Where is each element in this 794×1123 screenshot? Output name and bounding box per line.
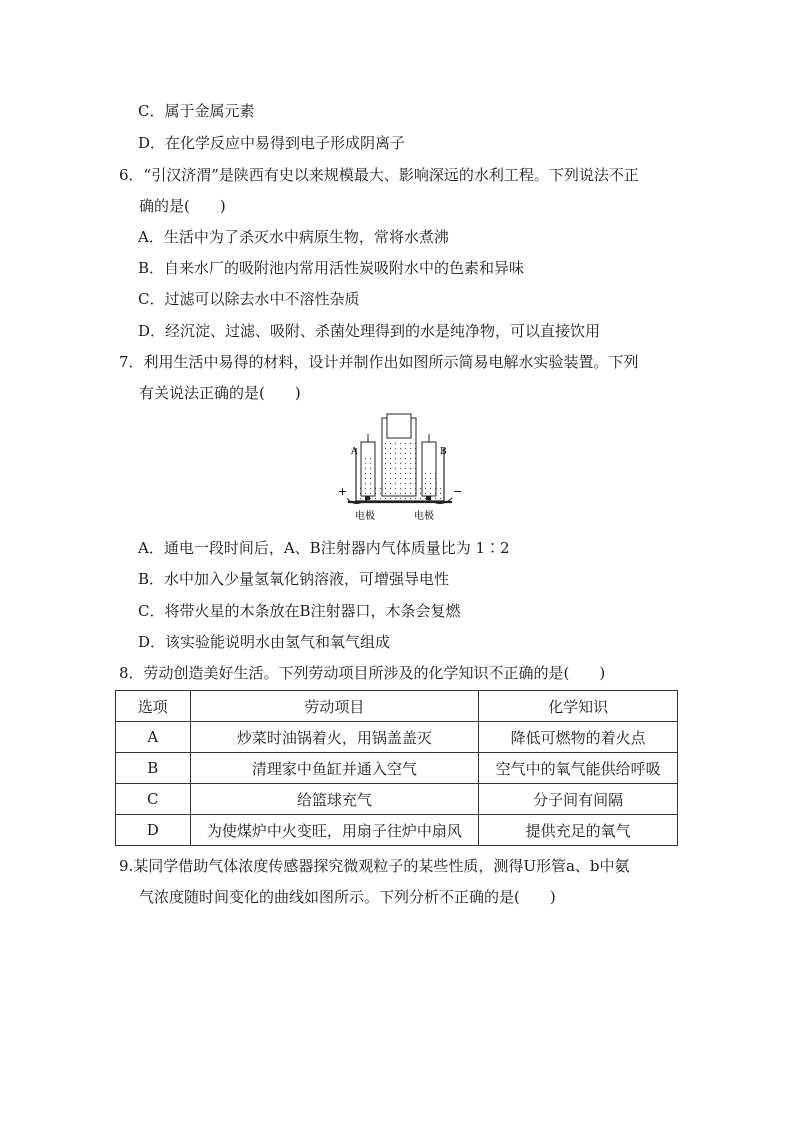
table-header-row <box>116 691 678 722</box>
table-cell: 提供充足的氧气 <box>479 815 678 846</box>
table-row <box>116 753 678 784</box>
table-cell: A <box>116 722 191 753</box>
syringe-b <box>422 434 436 496</box>
header-option: 选项 <box>116 691 191 722</box>
q7-option-a: A．通电一段时间后，A、B注射器内气体质量比为 1∶2 <box>138 539 510 557</box>
table-cell: 给篮球充气 <box>190 784 479 815</box>
q7-stem-line2: 有关说法正确的是( ) <box>139 384 301 402</box>
q7-stem-line1: 7．利用生活中易得的材料，设计并制作出如图所示简易电解水实验装置。下列 <box>119 353 639 371</box>
table-cell: B <box>116 753 191 784</box>
electrolysis-apparatus-figure <box>334 412 466 524</box>
table-cell: C <box>116 784 191 815</box>
header-chemistry-knowledge: 化学知识 <box>479 691 678 722</box>
label-b: B <box>440 447 447 457</box>
q8-table <box>115 690 678 846</box>
central-reservoir <box>382 414 416 496</box>
table-cell: 炒菜时油锅着火，用锅盖盖灭 <box>190 722 479 753</box>
q9-stem-line1: 9.某同学借助气体浓度传感器探究微观粒子的某些性质，测得U形管a、b中氨 <box>119 857 630 875</box>
q6-option-b: B．自来水厂的吸附池内常用活性炭吸附水中的色素和异味 <box>138 259 525 277</box>
q7-option-d: D．该实验能说明水由氢气和氧气组成 <box>138 633 391 651</box>
q8-stem: 8．劳动创造美好生活。下列劳动项目所涉及的化学知识不正确的是( ) <box>119 664 606 682</box>
q7-option-c: C．将带火星的木条放在B注射器口，木条会复燃 <box>138 602 461 620</box>
electrode-label-right: 电极 <box>414 511 434 522</box>
table-row <box>116 784 678 815</box>
q6-option-a: A．生活中为了杀灭水中病原生物，常将水煮沸 <box>138 228 449 246</box>
q6-stem-line1: 6．“引汉济渭”是陕西有史以来规模最大、影响深远的水利工程。下列说法不正 <box>119 166 639 184</box>
table-cell: 清理家中鱼缸并通入空气 <box>190 753 479 784</box>
q6-stem-line2: 确的是( ) <box>139 197 226 215</box>
q5-option-d: D．在化学反应中易得到电子形成阴离子 <box>138 134 406 152</box>
q6-option-c: C．过滤可以除去水中不溶性杂质 <box>138 290 360 308</box>
minus-sign: − <box>453 485 463 498</box>
plus-sign: + <box>338 485 348 498</box>
header-labor-project: 劳动项目 <box>190 691 479 722</box>
table-cell: 为使煤炉中火变旺，用扇子往炉中扇风 <box>190 815 479 846</box>
table-row <box>116 722 678 753</box>
electrode-label-left: 电极 <box>355 511 375 522</box>
q7-option-b: B．水中加入少量氢氧化钠溶液，可增强导电性 <box>138 570 450 588</box>
label-a: A <box>351 447 358 457</box>
table-cell: 降低可燃物的着火点 <box>479 722 678 753</box>
q6-option-d: D．经沉淀、过滤、吸附、杀菌处理得到的水是纯净物，可以直接饮用 <box>138 322 601 340</box>
table-row <box>116 815 678 846</box>
table-cell: D <box>116 815 191 846</box>
syringe-a <box>361 434 375 496</box>
table-cell: 空气中的氧气能供给呼吸 <box>479 753 678 784</box>
q5-option-c: C．属于金属元素 <box>138 102 255 120</box>
q9-stem-line2: 气浓度随时间变化的曲线如图所示。下列分析不正确的是( ) <box>139 888 556 906</box>
table-cell: 分子间有间隔 <box>479 784 678 815</box>
